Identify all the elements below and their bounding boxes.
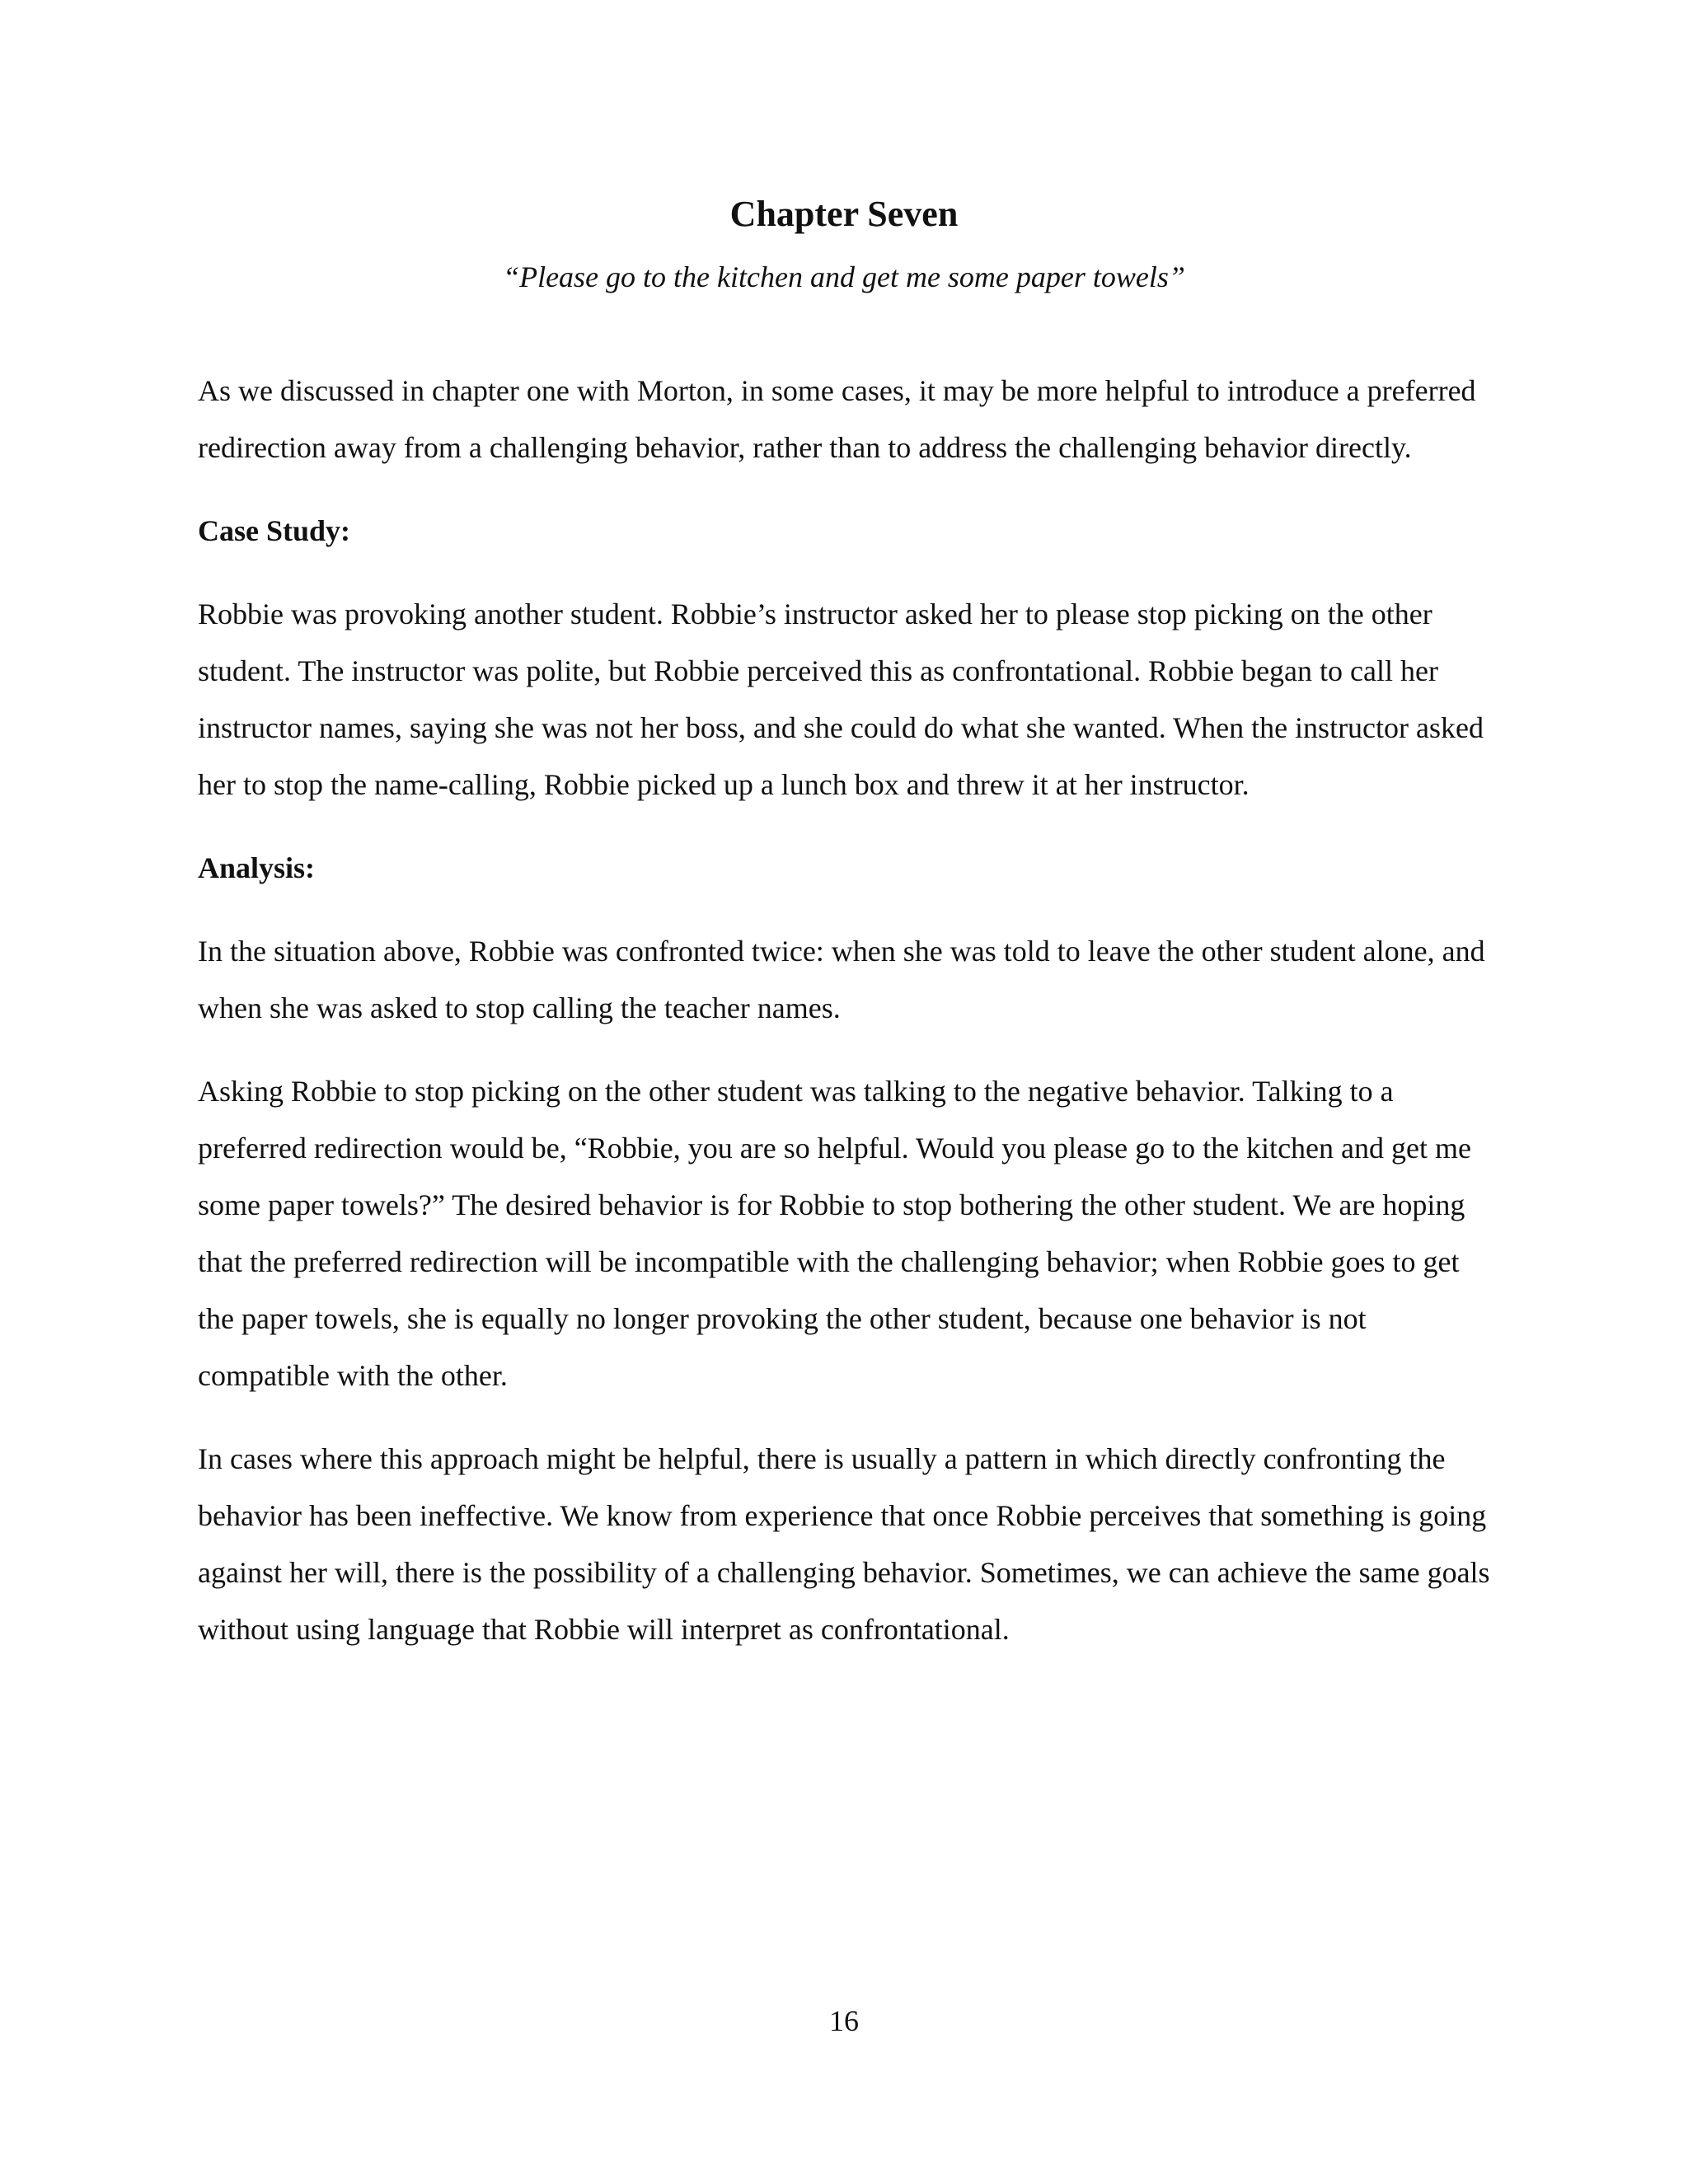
analysis-heading: Analysis: (198, 851, 316, 884)
case-study-heading: Case Study: (198, 514, 351, 547)
page-number: 16 (829, 2004, 859, 2037)
chapter-title: Chapter Seven (729, 194, 959, 234)
analysis-paragraph-2: Asking Robbie to stop picking on the other student was talking to the negative behavior. Talking to a preferred redirection would be, “Robbie, you are so helpful. Would you please go to the kitchen and get me some paper towels?” The desired behavior is for Robbie to stop bothering the other student. We are hoping that the preferred redirection will be incompatible with the challenging behavior; when Robbie goes to get the paper towels, she is equally no longer provoking the other student, because one behavior is not compatible with the other. (198, 1075, 1471, 1392)
intro-paragraph: As we discussed in chapter one with Morton, in some cases, it may be more helpful to introduce a preferred redirection away from a challenging behavior, rather than to address the challenging behavior directly. (198, 374, 1476, 464)
case-study-paragraph: Robbie was provoking another student. Robbie’s instructor asked her to please stop picking on the other student. The instructor was polite, but Robbie perceived this as confrontational. Robbie began to call her instructor names, saying she was not her boss, and she could do what she wanted. When the instructor asked her to stop the name-calling, Robbie picked up a lunch box and threw it at her instructor. (198, 598, 1484, 801)
chapter-epigraph: “Please go to the kitchen and get me some paper towels” (503, 260, 1185, 293)
body-text (198, 363, 1500, 1685)
analysis-paragraph-1: In the situation above, Robbie was confronted twice: when she was told to leave the other student alone, and when she was asked to stop calling the teacher names. (198, 935, 1485, 1024)
analysis-paragraph-3: In cases where this approach might be helpful, there is usually a pattern in which directly confronting the behavior has been ineffective. We know from experience that once Robbie perceives that something is going against her will, there is the possibility of a challenging behavior. Sometimes, we can achieve the same goals without using language that Robbie will interpret as confrontational. (198, 1442, 1490, 1646)
